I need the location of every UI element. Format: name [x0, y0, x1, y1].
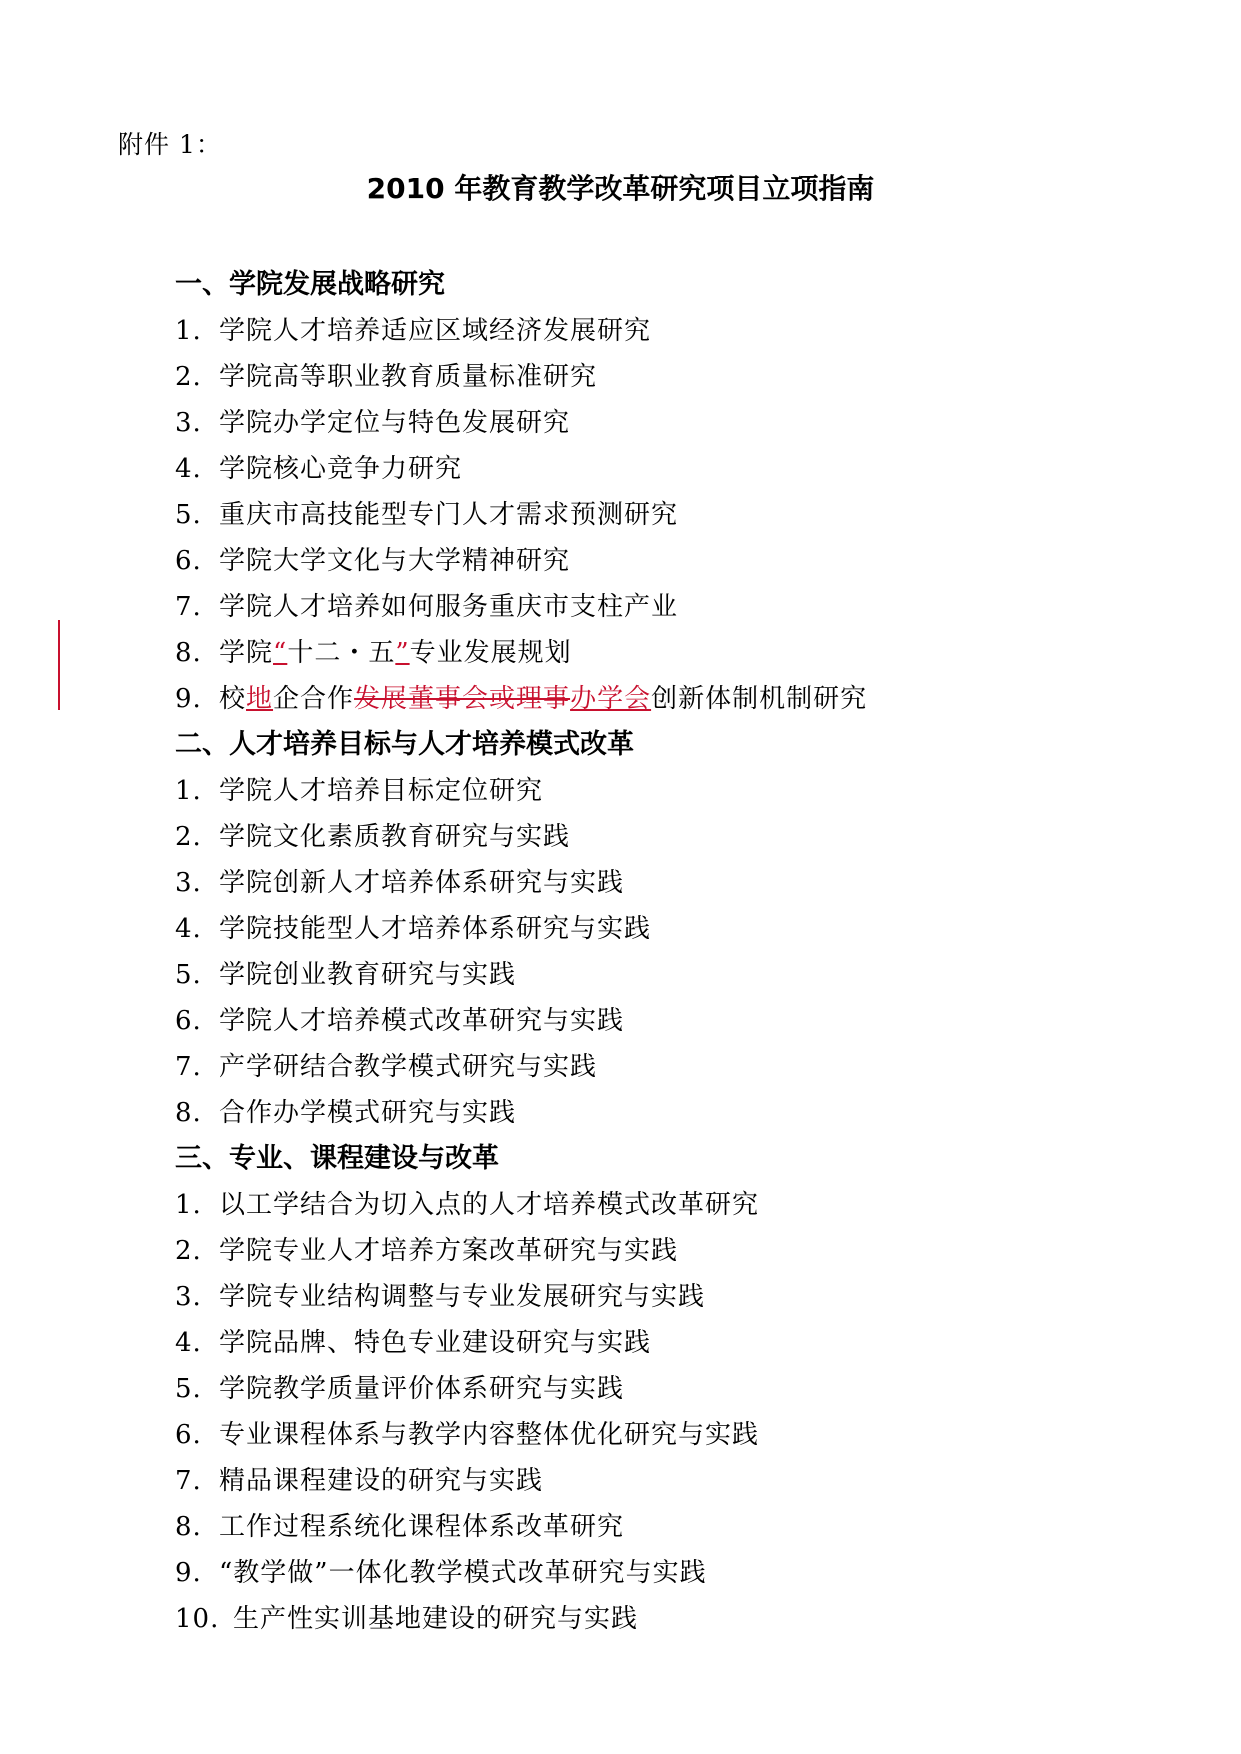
- item-number: 5.: [175, 1374, 202, 1404]
- list-item: [175, 400, 1175, 446]
- list-item: [175, 998, 1175, 1044]
- list-item: [175, 860, 1175, 906]
- list-item: [175, 1366, 1175, 1412]
- item-text: 专业发展规划: [409, 638, 572, 668]
- list-item-revised: [175, 676, 1175, 722]
- item-number: 6.: [175, 546, 202, 576]
- list-item: [175, 1274, 1175, 1320]
- attachment-label: 附件 1：: [118, 130, 222, 159]
- list-item: [175, 768, 1175, 814]
- item-number: 2.: [175, 1236, 202, 1266]
- item-number: 1.: [175, 1190, 202, 1220]
- list-item: [175, 1550, 1175, 1596]
- list-item: [175, 308, 1175, 354]
- item-text: 学院专业人才培养方案改革研究与实践: [219, 1236, 679, 1266]
- item-text: 学院人才培养目标定位研究: [219, 776, 544, 806]
- list-item: [175, 1458, 1175, 1504]
- item-number: 3.: [175, 868, 202, 898]
- item-number: 3.: [175, 1282, 202, 1312]
- item-text: 学院专业结构调整与专业发展研究与实践: [219, 1282, 706, 1312]
- item-number: 4.: [175, 914, 202, 944]
- revision-change-bar: [58, 620, 60, 710]
- item-number: 4.: [175, 454, 202, 484]
- item-text: 校: [219, 684, 247, 714]
- item-number: 8.: [175, 638, 202, 668]
- item-number: 7.: [175, 1466, 202, 1496]
- list-item: [175, 1504, 1175, 1550]
- item-text: 企合作: [273, 684, 355, 714]
- item-text: 学院高等职业教育质量标准研究: [219, 362, 598, 392]
- item-text: 学院办学定位与特色发展研究: [219, 408, 571, 438]
- item-number: 5.: [175, 960, 202, 990]
- section-heading-1: 一、学院发展战略研究: [175, 269, 445, 300]
- item-text: 学院人才培养如何服务重庆市支柱产业: [219, 592, 679, 622]
- section-heading-2: 二、人才培养目标与人才培养模式改革: [175, 729, 634, 760]
- item-text: 学院技能型人才培养体系研究与实践: [219, 914, 652, 944]
- item-text: 学院文化素质教育研究与实践: [219, 822, 571, 852]
- item-text: 学院人才培养模式改革研究与实践: [219, 1006, 625, 1036]
- page-title: 2010 年教育教学改革研究项目立项指南: [366, 172, 875, 205]
- item-text: 合作办学模式研究与实践: [219, 1098, 517, 1128]
- list-item: [175, 906, 1175, 952]
- list-item: [175, 1228, 1175, 1274]
- list-item: [175, 1320, 1175, 1366]
- item-text: 精品课程建设的研究与实践: [219, 1466, 544, 1496]
- item-number: 1.: [175, 776, 202, 806]
- inserted-close-quote: ”: [395, 638, 410, 668]
- inserted-text: 地: [246, 684, 274, 714]
- list-item-revised: [175, 630, 1175, 676]
- item-number: 7.: [175, 1052, 202, 1082]
- item-number: 2.: [175, 822, 202, 852]
- item-number: 6.: [175, 1006, 202, 1036]
- item-text: 学院创业教育研究与实践: [219, 960, 517, 990]
- item-text: “教学做”一体化教学模式改革研究与实践: [219, 1558, 707, 1588]
- list-item: [175, 1596, 1175, 1642]
- item-number: 3.: [175, 408, 202, 438]
- item-number: 9.: [175, 684, 202, 714]
- item-text: 学院品牌、特色专业建设研究与实践: [219, 1328, 652, 1358]
- item-text: 生产性实训基地建设的研究与实践: [233, 1604, 639, 1634]
- list-item: [175, 492, 1175, 538]
- item-number: 4.: [175, 1328, 202, 1358]
- item-number: 1.: [175, 316, 202, 346]
- item-text: 学院大学文化与大学精神研究: [219, 546, 571, 576]
- item-number: 10.: [175, 1604, 220, 1634]
- item-text: 学院教学质量评价体系研究与实践: [219, 1374, 625, 1404]
- item-number: 9.: [175, 1558, 202, 1588]
- item-text: 创新体制机制研究: [651, 684, 868, 714]
- list-item: [175, 952, 1175, 998]
- inserted-open-quote: “: [273, 638, 288, 668]
- inserted-text: 办学会: [570, 684, 652, 714]
- list-item: [175, 538, 1175, 584]
- item-text: 产学研结合教学模式研究与实践: [219, 1052, 598, 1082]
- item-text: 以工学结合为切入点的人才培养模式改革研究: [219, 1190, 760, 1220]
- item-number: 7.: [175, 592, 202, 622]
- deleted-text: 发展董事会或理事: [354, 684, 571, 714]
- section-heading-3: 三、专业、课程建设与改革: [175, 1143, 499, 1174]
- list-item: [175, 1412, 1175, 1458]
- list-item: [175, 446, 1175, 492]
- list-item: [175, 1044, 1175, 1090]
- item-text: 学院: [219, 638, 274, 668]
- item-number: 6.: [175, 1420, 202, 1450]
- list-item: [175, 1090, 1175, 1136]
- guide-content: [175, 262, 1175, 1642]
- item-number: 2.: [175, 362, 202, 392]
- item-text: 学院人才培养适应区域经济发展研究: [219, 316, 652, 346]
- item-number: 8.: [175, 1098, 202, 1128]
- item-text: 十二・五: [287, 638, 396, 668]
- item-text: 专业课程体系与教学内容整体优化研究与实践: [219, 1420, 760, 1450]
- list-item: [175, 354, 1175, 400]
- item-number: 8.: [175, 1512, 202, 1542]
- item-text: 工作过程系统化课程体系改革研究: [219, 1512, 625, 1542]
- list-item: [175, 1182, 1175, 1228]
- item-text: 重庆市高技能型专门人才需求预测研究: [219, 500, 679, 530]
- list-item: [175, 814, 1175, 860]
- item-text: 学院核心竞争力研究: [219, 454, 463, 484]
- item-number: 5.: [175, 500, 202, 530]
- list-item: [175, 584, 1175, 630]
- item-text: 学院创新人才培养体系研究与实践: [219, 868, 625, 898]
